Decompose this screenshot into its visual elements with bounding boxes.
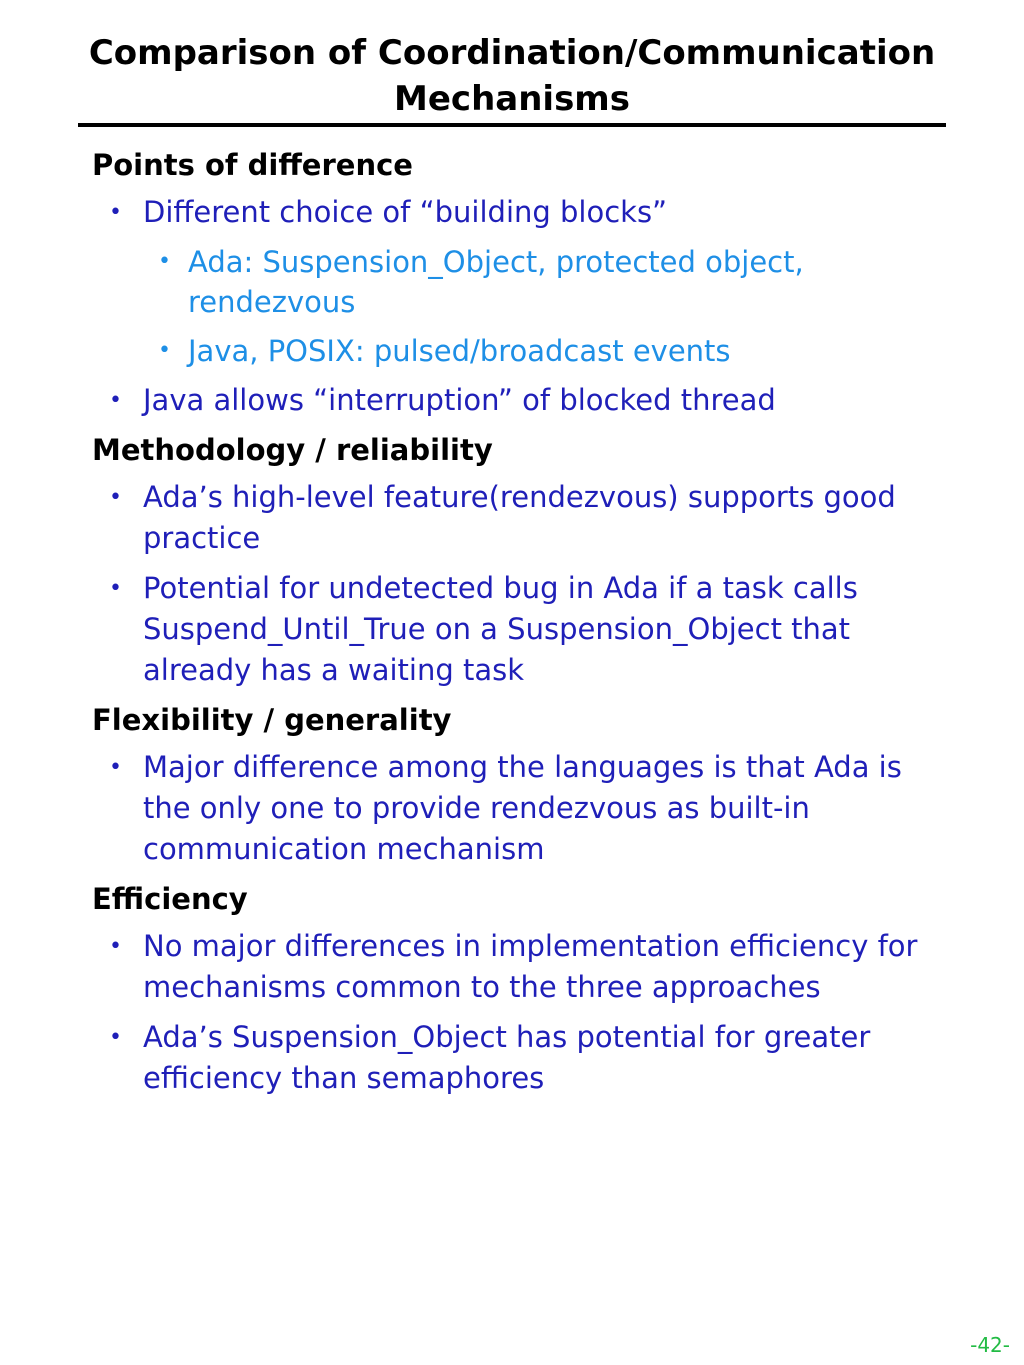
bullet-text: Potential for undetected bug in Ada if a task calls Suspend_Until_True on a Suspension_Object that already has a waiting task: [143, 571, 858, 687]
bullet-item: [92, 477, 922, 559]
title-divider: [78, 123, 946, 127]
sub-bullet-text: Java, POSIX: pulsed/broadcast events: [188, 334, 731, 368]
bullet-item: [92, 747, 922, 870]
sub-bullet-item: [92, 242, 922, 322]
bullet-icon: •: [109, 485, 122, 510]
section-methodology-reliability: [92, 430, 922, 691]
sub-bullet-icon: •: [158, 249, 171, 274]
section-heading: Points of difference: [92, 148, 413, 182]
bullet-item: [92, 568, 922, 691]
bullet-text: Major difference among the languages is that Ada is the only one to provide rendezvous as built-in communication mechanism: [143, 750, 902, 866]
section-efficiency: [92, 879, 922, 1099]
bullet-item: [92, 380, 922, 421]
slide-title-line-1: Comparison of Coordination/Communication: [88, 33, 936, 73]
bullet-icon: •: [109, 200, 122, 225]
bullet-text: No major differences in implementation efficiency for mechanisms common to the three approaches: [143, 929, 918, 1004]
section-points-of-difference: [92, 145, 922, 421]
bullet-icon: •: [109, 755, 122, 780]
bullet-icon: •: [109, 388, 122, 413]
sub-bullet-icon: •: [158, 338, 171, 363]
bullet-text: Different choice of “building blocks”: [143, 195, 668, 229]
sub-bullet-item: [92, 331, 922, 371]
section-heading: Efficiency: [92, 882, 248, 916]
slide-title-line-2: Mechanisms: [394, 79, 630, 119]
slide-title: [78, 30, 946, 122]
bullet-icon: •: [109, 576, 122, 601]
bullet-item: [92, 192, 922, 233]
bullet-item: [92, 1017, 922, 1099]
section-heading: Flexibility / generality: [92, 703, 452, 737]
bullet-text: Ada’s high-level feature(rendezvous) supports good practice: [143, 480, 896, 555]
section-flexibility-generality: [92, 700, 922, 870]
bullet-item: [92, 926, 922, 1008]
bullet-text: Java allows “interruption” of blocked thread: [143, 383, 776, 417]
bullet-text: Ada’s Suspension_Object has potential for greater efficiency than semaphores: [143, 1020, 871, 1095]
slide-body: [92, 145, 922, 1108]
section-heading: Methodology / reliability: [92, 433, 493, 467]
bullet-icon: •: [109, 1025, 122, 1050]
sub-bullet-text: Ada: Suspension_Object, protected object, rendezvous: [188, 245, 804, 319]
page-number: -42-: [970, 1333, 1010, 1357]
bullet-icon: •: [109, 934, 122, 959]
